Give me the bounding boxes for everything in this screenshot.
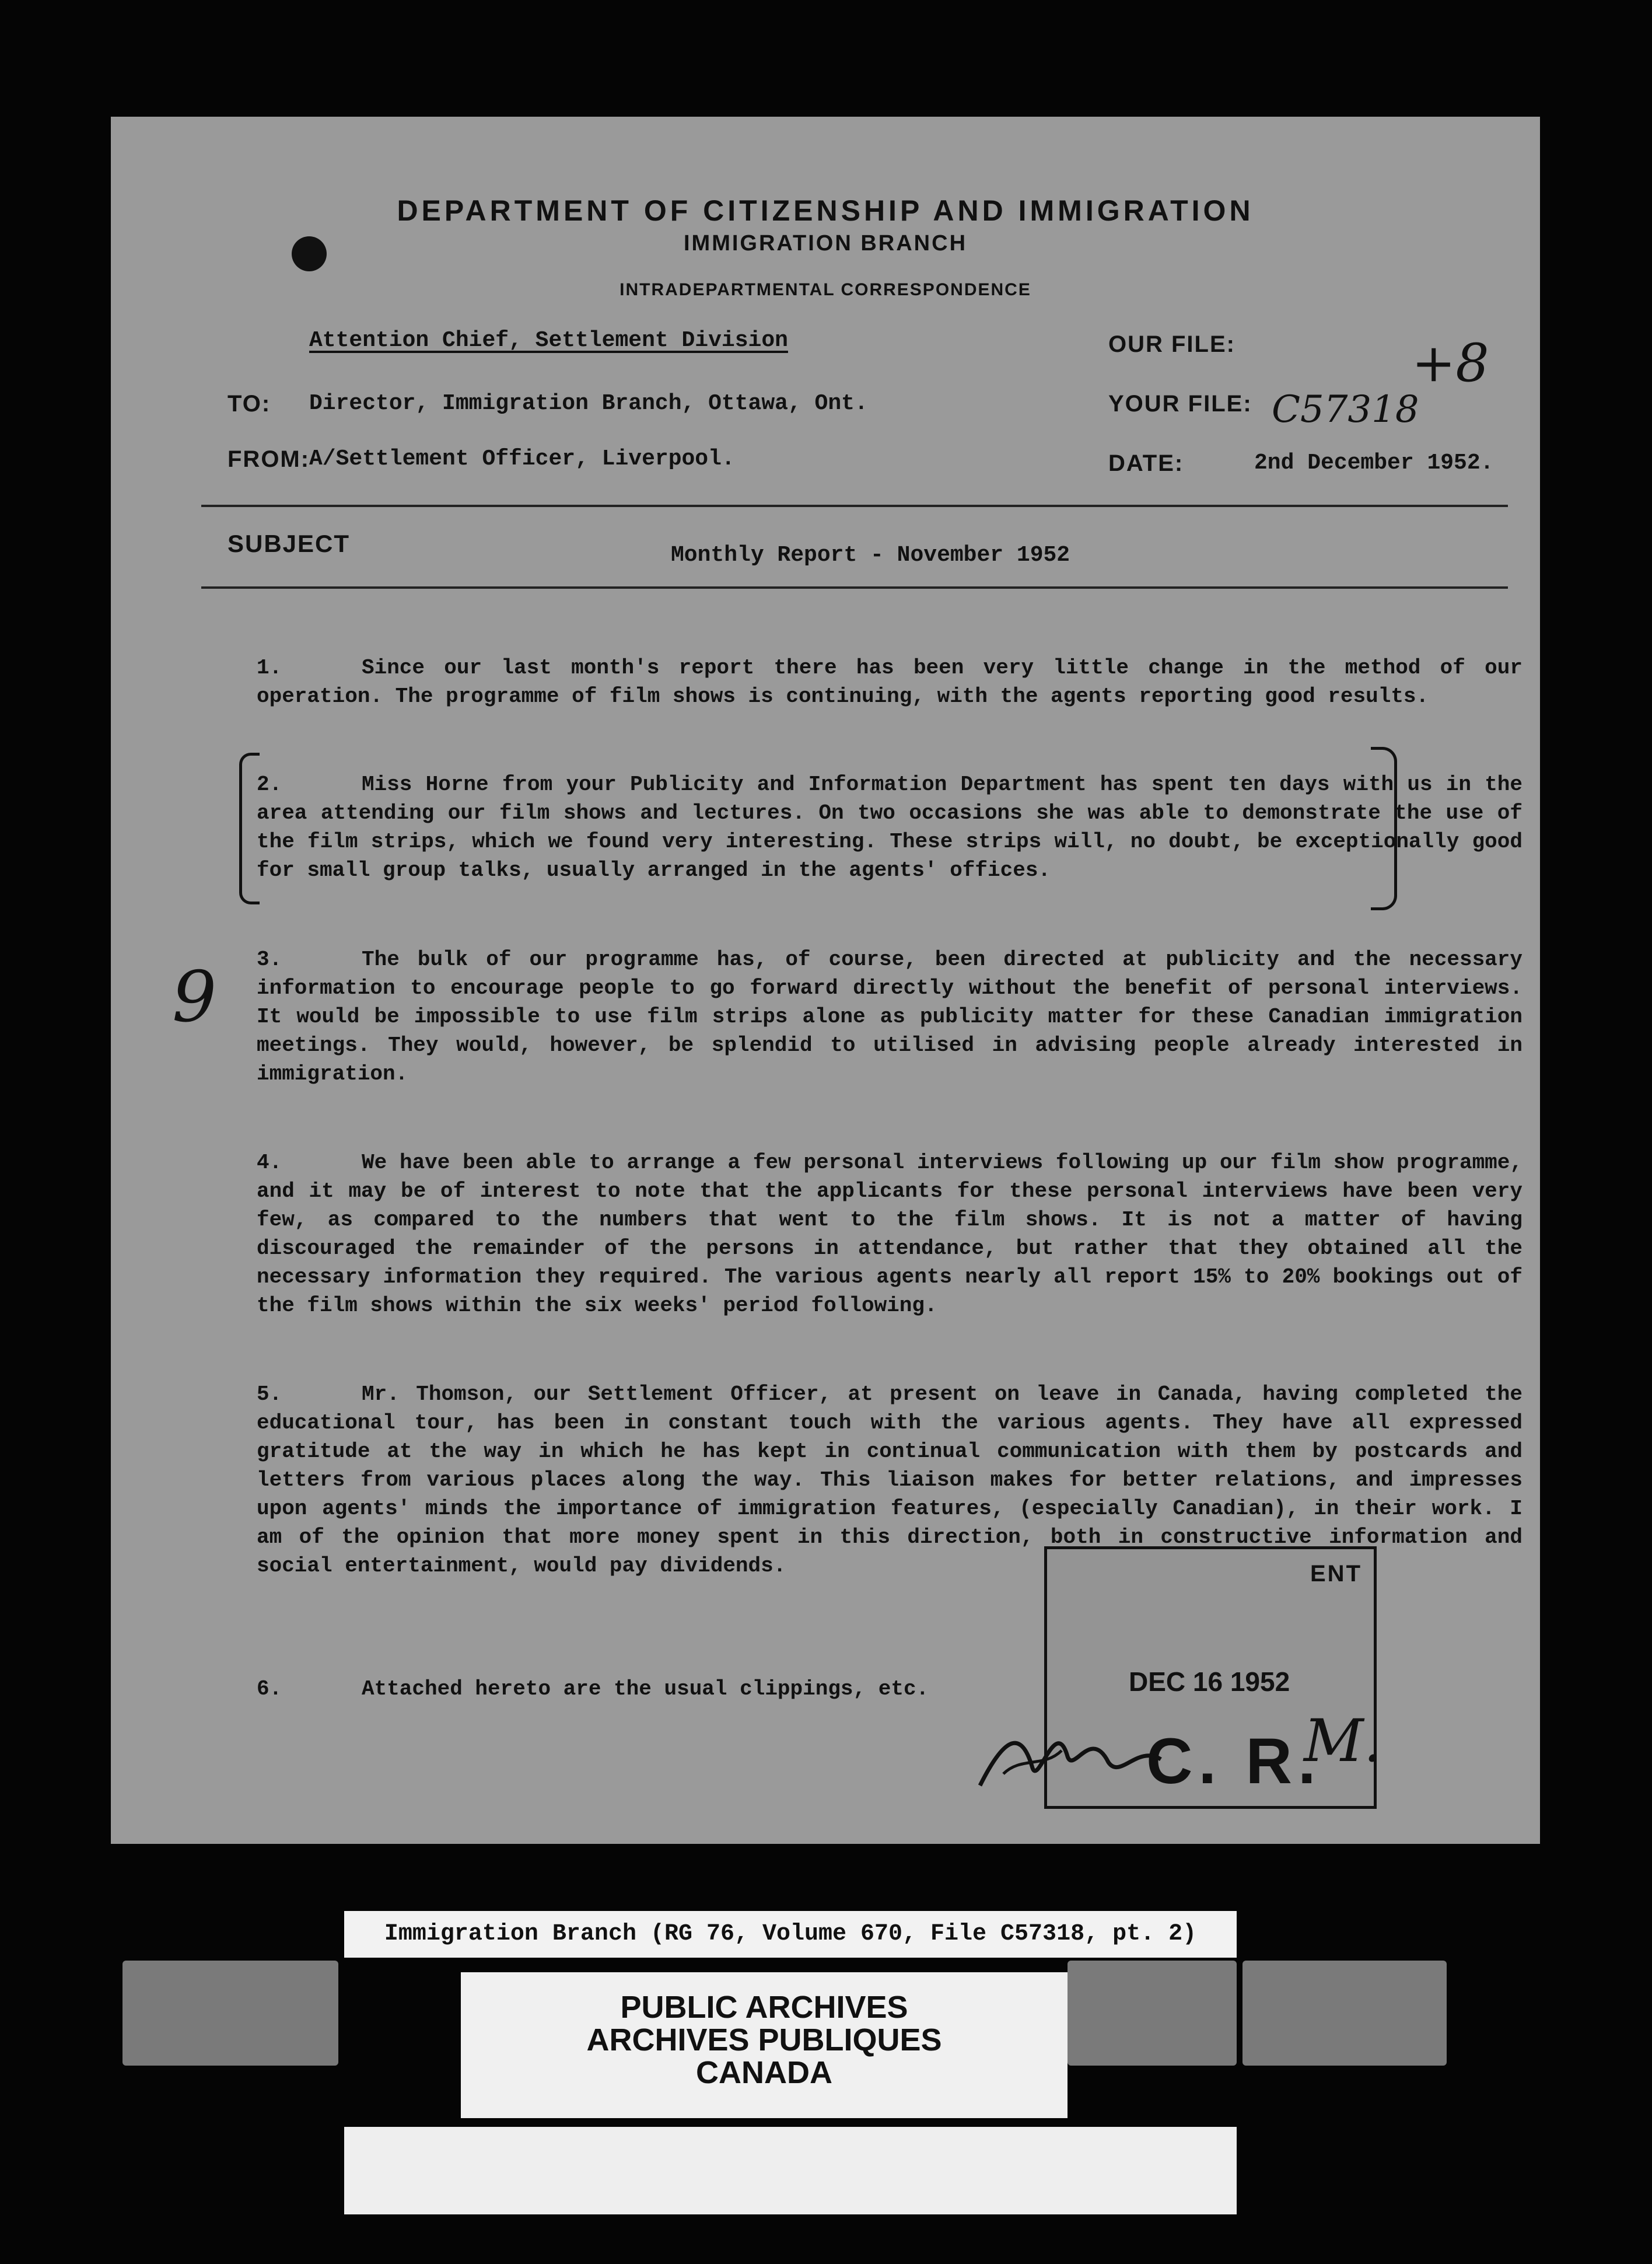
archives-label [461, 1972, 1068, 2118]
archives-line-2: ARCHIVES PUBLIQUES [586, 2022, 942, 2057]
your-file-value: C57318 [1272, 388, 1419, 431]
margin-mark-handwritten: 9 [172, 957, 217, 1038]
paragraph-1 [257, 654, 1522, 711]
our-file-label: OUR FILE: [1108, 331, 1236, 357]
header-divider [201, 505, 1508, 507]
paragraph-4 [257, 1148, 1522, 1320]
paragraph-3 [257, 945, 1522, 1088]
paragraph-6 [257, 1675, 1015, 1703]
archive-caption: Immigration Branch (RG 76, Volume 670, File C57318, pt. 2) [344, 1911, 1237, 1958]
paragraph-text: The bulk of our programme has, of course, been directed at publicity and the necessary information to encourage people to go forward directly without the benefit of personal interviews. It would be impossible to use film strips alone as publicity matter for these Canadian immigration meetings. They would, however, be splendid to utilised in advising people already interested in immigration. [257, 948, 1522, 1086]
film-strip-middle [1068, 1961, 1237, 2066]
paragraph-number: 1. [257, 656, 282, 680]
margin-bracket-right [1371, 747, 1397, 910]
from-value: A/Settlement Officer, Liverpool. [309, 446, 735, 471]
attention-line: Attention Chief, Settlement Division [309, 328, 788, 353]
stamp-cr: C. R. [1146, 1725, 1322, 1797]
your-file-label: YOUR FILE: [1108, 391, 1252, 417]
paragraph-number: 3. [257, 948, 282, 972]
department-heading: DEPARTMENT OF CITIZENSHIP AND IMMIGRATION [397, 194, 1254, 227]
to-label: TO: [228, 391, 271, 417]
film-strip-right [1242, 1961, 1447, 2066]
paragraph-text: Since our last month's report there has been very little change in the method of our operation. The programme of film shows is continuing, with the agents reporting good results. [257, 656, 1522, 708]
paragraph-text: Attached hereto are the usual clippings, etc. [362, 1677, 929, 1701]
archives-line-1: PUBLIC ARCHIVES [620, 1990, 908, 2025]
stamp-initial: M. [1304, 1707, 1382, 1775]
to-value: Director, Immigration Branch, Ottawa, Ont. [309, 391, 868, 416]
paragraph-number: 2. [257, 773, 282, 796]
film-strip-left [123, 1961, 338, 2066]
file-mark-handwritten: +8 [1412, 333, 1489, 394]
archives-line-3: CANADA [696, 2055, 832, 2090]
stamp-top-text: ENT [1310, 1561, 1362, 1587]
paragraph-number: 5. [257, 1382, 282, 1406]
branch-heading: IMMIGRATION BRANCH [683, 231, 968, 256]
stamp-date: DEC 16 1952 [1129, 1666, 1290, 1697]
blank-label-bar [344, 2127, 1237, 2214]
subject-value: Monthly Report - November 1952 [671, 543, 1070, 568]
signature-scribble [968, 1704, 1213, 1797]
document-page [111, 117, 1540, 1844]
date-label: DATE: [1108, 450, 1184, 476]
paragraph-2 [257, 770, 1522, 885]
paragraph-text: Miss Horne from your Publicity and Information Department has spent ten days with us in the area attending our film shows and lectures. On two occasions she was able to demonstrate the use of the film strips, which we found very interesting. These strips will, no doubt, be exceptionally good for small group talks, usually arranged in the agents' offices. [257, 773, 1522, 882]
date-value: 2nd December 1952. [1254, 450, 1494, 476]
correspondence-heading: INTRADEPARTMENTAL CORRESPONDENCE [620, 280, 1031, 299]
subject-label: SUBJECT [228, 530, 351, 557]
paragraph-text: We have been able to arrange a few personal interviews following up our film show programme, and it may be of interest to note that the applicants for these personal interviews have been very few, as compared to the numbers that went to the film shows. It is not a matter of having discouraged the remainder of the persons in attendance, but rather that they obtained all the necessary information they required. The various agents nearly all report 15% to 20% bookings out of the film shows within the six weeks' period following. [257, 1151, 1522, 1318]
from-label: FROM: [228, 446, 310, 472]
paragraph-number: 6. [257, 1677, 282, 1701]
subject-divider [201, 586, 1508, 589]
paragraph-text: Mr. Thomson, our Settlement Officer, at present on leave in Canada, having completed the educational tour, has been in constant touch with the various agents. They have all expressed gratitude at the way in which he has kept in continual communication with them by postcards and letters from various places along the way. This liaison makes for better relations, and impresses upon agents' minds the importance of immigration features, (especially Canadian), in their work. I am of the opinion that more money spent in this direction, both in constructive information and social entertainment, would pay dividends. [257, 1382, 1522, 1578]
paragraph-number: 4. [257, 1151, 282, 1175]
